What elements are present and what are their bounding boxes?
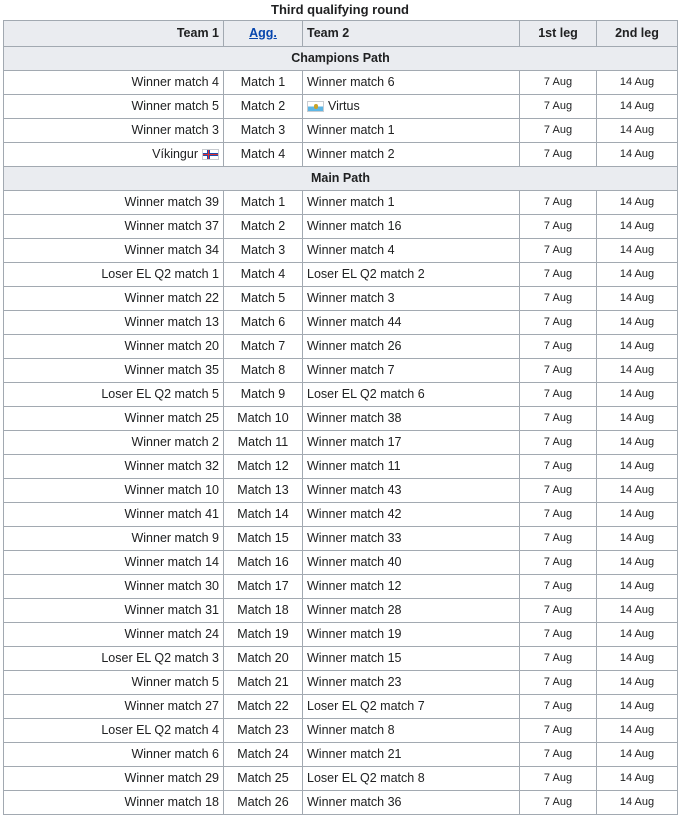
second-leg-date: 14 Aug (597, 743, 678, 767)
team1-name: Winner match 14 (124, 555, 219, 569)
first-leg-date: 7 Aug (520, 791, 597, 815)
agg-link[interactable]: Agg. (249, 26, 277, 40)
second-leg-date: 14 Aug (597, 95, 678, 119)
team2-cell (303, 287, 520, 311)
team2-name: Winner match 36 (307, 795, 402, 809)
first-leg-date: 7 Aug (520, 287, 597, 311)
team1-name: Winner match 22 (124, 291, 219, 305)
table-row (4, 695, 678, 719)
table-row (4, 71, 678, 95)
team2-name: Winner match 38 (307, 411, 402, 425)
second-leg-date: 14 Aug (597, 431, 678, 455)
team2-cell (303, 143, 520, 167)
match-cell: Match 4 (224, 263, 303, 287)
team2-cell (303, 71, 520, 95)
team2-cell (303, 479, 520, 503)
match-cell: Match 26 (224, 791, 303, 815)
san-marino-flag-icon (307, 101, 324, 112)
first-leg-date: 7 Aug (520, 671, 597, 695)
table-row (4, 359, 678, 383)
team1-name: Winner match 4 (131, 75, 219, 89)
team1-name: Winner match 31 (124, 603, 219, 617)
team2-name: Winner match 26 (307, 339, 402, 353)
first-leg-date: 7 Aug (520, 527, 597, 551)
match-cell: Match 1 (224, 71, 303, 95)
table-row (4, 143, 678, 167)
team1-name: Winner match 9 (131, 531, 219, 545)
table-row (4, 527, 678, 551)
match-cell: Match 14 (224, 503, 303, 527)
team2-name: Winner match 43 (307, 483, 402, 497)
team1-name: Winner match 37 (124, 219, 219, 233)
team2-cell (303, 767, 520, 791)
team2-cell (303, 575, 520, 599)
team2-cell (303, 431, 520, 455)
team1-cell (4, 119, 224, 143)
match-cell: Match 11 (224, 431, 303, 455)
team1-name: Winner match 3 (131, 123, 219, 137)
team2-cell (303, 551, 520, 575)
team1-cell (4, 719, 224, 743)
second-leg-date: 14 Aug (597, 455, 678, 479)
team2-name: Winner match 33 (307, 531, 402, 545)
second-leg-date: 14 Aug (597, 719, 678, 743)
team1-name: Winner match 6 (131, 747, 219, 761)
match-cell: Match 19 (224, 623, 303, 647)
header-agg[interactable] (224, 21, 303, 47)
match-cell: Match 5 (224, 287, 303, 311)
second-leg-date: 14 Aug (597, 383, 678, 407)
team2-cell (303, 623, 520, 647)
match-cell: Match 25 (224, 767, 303, 791)
second-leg-date: 14 Aug (597, 527, 678, 551)
team2-cell (303, 695, 520, 719)
first-leg-date: 7 Aug (520, 479, 597, 503)
first-leg-date: 7 Aug (520, 767, 597, 791)
table-row (4, 311, 678, 335)
team1-cell (4, 431, 224, 455)
team1-name: Winner match 2 (131, 435, 219, 449)
team2-cell (303, 719, 520, 743)
team1-name: Winner match 5 (131, 675, 219, 689)
second-leg-date: 14 Aug (597, 623, 678, 647)
table-row (4, 191, 678, 215)
team2-name: Winner match 4 (307, 243, 395, 257)
team1-cell (4, 71, 224, 95)
team1-name: Winner match 5 (131, 99, 219, 113)
team2-name: Winner match 12 (307, 579, 402, 593)
team2-name: Winner match 44 (307, 315, 402, 329)
table-row (4, 551, 678, 575)
team2-cell (303, 671, 520, 695)
match-cell: Match 22 (224, 695, 303, 719)
team1-name: Winner match 10 (124, 483, 219, 497)
team2-name: Winner match 1 (307, 195, 395, 209)
first-leg-date: 7 Aug (520, 455, 597, 479)
table-row (4, 623, 678, 647)
table-caption: Third qualifying round (271, 2, 409, 17)
team2-name: Winner match 42 (307, 507, 402, 521)
second-leg-date: 14 Aug (597, 791, 678, 815)
table-row (4, 479, 678, 503)
header-team1: Team 1 (4, 21, 224, 47)
team2-name: Winner match 3 (307, 291, 395, 305)
second-leg-date: 14 Aug (597, 407, 678, 431)
team2-name: Winner match 15 (307, 651, 402, 665)
second-leg-date: 14 Aug (597, 119, 678, 143)
second-leg-date: 14 Aug (597, 359, 678, 383)
team1-cell (4, 455, 224, 479)
header-team2: Team 2 (303, 21, 520, 47)
team1-cell (4, 503, 224, 527)
match-cell: Match 2 (224, 215, 303, 239)
team1-cell (4, 287, 224, 311)
table-row (4, 791, 678, 815)
table-row (4, 599, 678, 623)
first-leg-date: 7 Aug (520, 407, 597, 431)
match-cell: Match 3 (224, 239, 303, 263)
section-row (4, 47, 678, 71)
team1-name: Loser EL Q2 match 3 (101, 651, 219, 665)
table-row (4, 743, 678, 767)
match-cell: Match 16 (224, 551, 303, 575)
team1-cell (4, 359, 224, 383)
team1-name: Winner match 27 (124, 699, 219, 713)
first-leg-date: 7 Aug (520, 599, 597, 623)
first-leg-date: 7 Aug (520, 239, 597, 263)
second-leg-date: 14 Aug (597, 311, 678, 335)
table-row (4, 239, 678, 263)
team2-cell (303, 359, 520, 383)
team1-cell (4, 311, 224, 335)
first-leg-date: 7 Aug (520, 359, 597, 383)
match-cell: Match 8 (224, 359, 303, 383)
team2-cell (303, 119, 520, 143)
team1-cell (4, 743, 224, 767)
second-leg-date: 14 Aug (597, 575, 678, 599)
team2-cell (303, 311, 520, 335)
match-cell: Match 3 (224, 119, 303, 143)
team1-name: Loser EL Q2 match 4 (101, 723, 219, 737)
team1-name: Winner match 24 (124, 627, 219, 641)
match-cell: Match 10 (224, 407, 303, 431)
team1-name: Winner match 25 (124, 411, 219, 425)
team1-name: Winner match 30 (124, 579, 219, 593)
team2-name: Winner match 23 (307, 675, 402, 689)
team1-cell (4, 239, 224, 263)
team1-cell (4, 407, 224, 431)
table-row (4, 263, 678, 287)
team1-cell (4, 575, 224, 599)
team2-cell (303, 527, 520, 551)
team2-cell (303, 407, 520, 431)
team2-name: Winner match 17 (307, 435, 402, 449)
second-leg-date: 14 Aug (597, 191, 678, 215)
second-leg-date: 14 Aug (597, 335, 678, 359)
match-cell: Match 24 (224, 743, 303, 767)
table-row (4, 455, 678, 479)
section-title: Champions Path (4, 47, 678, 71)
section-row (4, 167, 678, 191)
match-cell: Match 1 (224, 191, 303, 215)
team1-name: Winner match 29 (124, 771, 219, 785)
match-cell: Match 9 (224, 383, 303, 407)
table-row (4, 719, 678, 743)
first-leg-date: 7 Aug (520, 647, 597, 671)
match-cell: Match 4 (224, 143, 303, 167)
team2-cell (303, 95, 520, 119)
team1-cell (4, 695, 224, 719)
team1-cell (4, 191, 224, 215)
match-cell: Match 20 (224, 647, 303, 671)
match-cell: Match 21 (224, 671, 303, 695)
first-leg-date: 7 Aug (520, 215, 597, 239)
table-row (4, 671, 678, 695)
table-row (4, 407, 678, 431)
faroe-islands-flag-icon (202, 149, 219, 160)
second-leg-date: 14 Aug (597, 215, 678, 239)
team1-cell (4, 383, 224, 407)
team2-name: Winner match 11 (307, 459, 401, 473)
match-cell: Match 7 (224, 335, 303, 359)
header-first-leg: 1st leg (520, 21, 597, 47)
second-leg-date: 14 Aug (597, 767, 678, 791)
team2-cell (303, 215, 520, 239)
section-title: Main Path (4, 167, 678, 191)
second-leg-date: 14 Aug (597, 671, 678, 695)
team2-cell (303, 599, 520, 623)
team1-cell (4, 143, 224, 167)
second-leg-date: 14 Aug (597, 695, 678, 719)
team2-cell (303, 191, 520, 215)
match-cell: Match 12 (224, 455, 303, 479)
first-leg-date: 7 Aug (520, 71, 597, 95)
team1-cell (4, 623, 224, 647)
first-leg-date: 7 Aug (520, 311, 597, 335)
team1-cell (4, 95, 224, 119)
header-row (4, 21, 678, 47)
team2-name: Winner match 7 (307, 363, 395, 377)
team1-name: Winner match 34 (124, 243, 219, 257)
first-leg-date: 7 Aug (520, 143, 597, 167)
team1-cell (4, 479, 224, 503)
match-cell: Match 13 (224, 479, 303, 503)
team2-cell (303, 383, 520, 407)
first-leg-date: 7 Aug (520, 551, 597, 575)
table-row (4, 215, 678, 239)
first-leg-date: 7 Aug (520, 431, 597, 455)
team1-cell (4, 551, 224, 575)
second-leg-date: 14 Aug (597, 263, 678, 287)
team1-cell (4, 263, 224, 287)
second-leg-date: 14 Aug (597, 239, 678, 263)
team2-cell (303, 647, 520, 671)
team1-cell (4, 647, 224, 671)
team2-cell (303, 263, 520, 287)
team2-name: Loser EL Q2 match 8 (307, 771, 425, 785)
team1-name[interactable]: Víkingur (152, 147, 198, 161)
team1-cell (4, 599, 224, 623)
team1-name: Winner match 41 (124, 507, 219, 521)
first-leg-date: 7 Aug (520, 335, 597, 359)
match-cell: Match 18 (224, 599, 303, 623)
first-leg-date: 7 Aug (520, 191, 597, 215)
team2-name: Winner match 28 (307, 603, 402, 617)
team1-name: Winner match 18 (124, 795, 219, 809)
table-body (4, 47, 678, 815)
team1-cell (4, 335, 224, 359)
table-row (4, 767, 678, 791)
second-leg-date: 14 Aug (597, 71, 678, 95)
team1-name: Winner match 32 (124, 459, 219, 473)
first-leg-date: 7 Aug (520, 575, 597, 599)
match-cell: Match 6 (224, 311, 303, 335)
match-cell: Match 17 (224, 575, 303, 599)
team2-name: Winner match 6 (307, 75, 395, 89)
team1-cell (4, 767, 224, 791)
team1-cell (4, 215, 224, 239)
team1-cell (4, 527, 224, 551)
first-leg-date: 7 Aug (520, 119, 597, 143)
table-row (4, 335, 678, 359)
match-cell: Match 2 (224, 95, 303, 119)
team1-name: Winner match 35 (124, 363, 219, 377)
second-leg-date: 14 Aug (597, 647, 678, 671)
team2-cell (303, 239, 520, 263)
second-leg-date: 14 Aug (597, 479, 678, 503)
first-leg-date: 7 Aug (520, 623, 597, 647)
team2-cell (303, 791, 520, 815)
match-cell: Match 23 (224, 719, 303, 743)
first-leg-date: 7 Aug (520, 263, 597, 287)
table-row (4, 647, 678, 671)
first-leg-date: 7 Aug (520, 695, 597, 719)
second-leg-date: 14 Aug (597, 287, 678, 311)
team1-name: Winner match 20 (124, 339, 219, 353)
header-second-leg: 2nd leg (597, 21, 678, 47)
team2-cell (303, 503, 520, 527)
team2-name: Loser EL Q2 match 7 (307, 699, 425, 713)
qualifying-table (3, 20, 678, 815)
table-row (4, 431, 678, 455)
team2-cell (303, 743, 520, 767)
second-leg-date: 14 Aug (597, 503, 678, 527)
table-row (4, 503, 678, 527)
second-leg-date: 14 Aug (597, 143, 678, 167)
table-row (4, 287, 678, 311)
first-leg-date: 7 Aug (520, 503, 597, 527)
team2-cell (303, 335, 520, 359)
first-leg-date: 7 Aug (520, 383, 597, 407)
team2-cell (303, 455, 520, 479)
table-row (4, 383, 678, 407)
team2-name: Loser EL Q2 match 6 (307, 387, 425, 401)
team2-name: Winner match 21 (307, 747, 402, 761)
table-row (4, 119, 678, 143)
first-leg-date: 7 Aug (520, 95, 597, 119)
team1-cell (4, 671, 224, 695)
first-leg-date: 7 Aug (520, 719, 597, 743)
table-row (4, 95, 678, 119)
table-row (4, 575, 678, 599)
second-leg-date: 14 Aug (597, 551, 678, 575)
team1-cell (4, 791, 224, 815)
match-cell: Match 15 (224, 527, 303, 551)
first-leg-date: 7 Aug (520, 743, 597, 767)
team2-name: Winner match 19 (307, 627, 402, 641)
team2-name[interactable]: Virtus (328, 99, 360, 113)
team2-name: Winner match 1 (307, 123, 395, 137)
team2-name: Loser EL Q2 match 2 (307, 267, 425, 281)
team2-name: Winner match 40 (307, 555, 402, 569)
team2-name: Winner match 8 (307, 723, 395, 737)
team1-name: Winner match 39 (124, 195, 219, 209)
team1-name: Winner match 13 (124, 315, 219, 329)
team1-name: Loser EL Q2 match 1 (101, 267, 219, 281)
second-leg-date: 14 Aug (597, 599, 678, 623)
team2-name: Winner match 2 (307, 147, 395, 161)
team1-name: Loser EL Q2 match 5 (101, 387, 219, 401)
team2-name: Winner match 16 (307, 219, 402, 233)
